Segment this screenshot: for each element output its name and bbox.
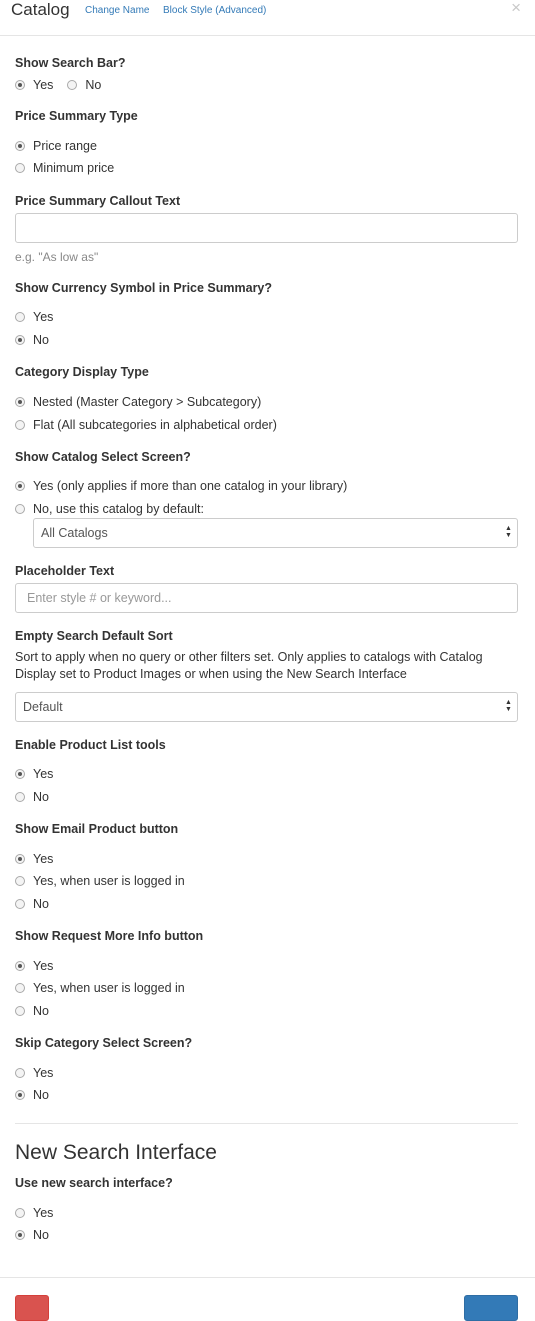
option-label: Flat (All subcategories in alphabetical order) [33, 418, 277, 432]
select-value: All Catalogs [41, 526, 108, 540]
option-label: Minimum price [33, 161, 115, 175]
option-label: Yes (only applies if more than one catalog in your library) [33, 479, 348, 493]
option-label: Yes [33, 78, 54, 92]
radio-email-yes[interactable] [15, 854, 25, 864]
modal-header [0, 0, 535, 36]
option-label: Yes [33, 1066, 54, 1080]
skip-category-yes-option[interactable] [15, 1065, 53, 1081]
product-list-tools-label: Enable Product List tools [15, 738, 166, 752]
option-label: No [85, 78, 102, 92]
select-value: Default [23, 700, 63, 714]
option-label: Yes [33, 852, 54, 866]
option-label: Nested (Master Category > Subcategory) [33, 395, 262, 409]
option-label: No [33, 1004, 49, 1018]
radio-price-range[interactable] [15, 141, 25, 151]
new-search-heading: New Search Interface [15, 1141, 217, 1164]
catalog-select-no-option[interactable] [15, 501, 204, 517]
radio-email-no[interactable] [15, 899, 25, 909]
radio-request-logged-in[interactable] [15, 983, 25, 993]
option-label: Price range [33, 139, 97, 153]
save-button[interactable] [464, 1295, 518, 1321]
email-product-label: Show Email Product button [15, 822, 179, 836]
product-list-yes-option[interactable] [15, 766, 53, 782]
modal-title: Catalog [11, 0, 70, 19]
new-search-yes-option[interactable] [15, 1205, 53, 1221]
email-yes-option[interactable] [15, 851, 53, 867]
radio-skip-yes[interactable] [15, 1068, 25, 1078]
close-icon[interactable]: × [511, 0, 521, 17]
delete-button[interactable] [15, 1295, 49, 1321]
radio-catalog-yes[interactable] [15, 481, 25, 491]
select-arrows-icon: ▲ ▼ [505, 525, 512, 539]
placeholder-text-label: Placeholder Text [15, 564, 115, 578]
skip-category-label: Skip Category Select Screen? [15, 1036, 193, 1050]
skip-category-no-option[interactable] [15, 1087, 49, 1103]
email-no-option[interactable] [15, 896, 49, 912]
radio-product-list-yes[interactable] [15, 769, 25, 779]
option-label: No [33, 790, 49, 804]
block-style-link[interactable]: Block Style (Advanced) [163, 5, 267, 16]
option-label: No [33, 897, 49, 911]
search-bar-no-option[interactable] [67, 77, 101, 93]
search-bar-label: Show Search Bar? [15, 56, 126, 70]
radio-catalog-no[interactable] [15, 504, 25, 514]
change-name-link[interactable]: Change Name [85, 5, 150, 16]
radio-new-search-yes[interactable] [15, 1208, 25, 1218]
radio-currency-no[interactable] [15, 335, 25, 345]
email-logged-in-option[interactable] [15, 873, 185, 889]
radio-minimum-price[interactable] [15, 163, 25, 173]
option-label: Yes [33, 959, 54, 973]
empty-search-sort-select[interactable] [15, 692, 518, 722]
price-callout-label: Price Summary Callout Text [15, 194, 181, 208]
footer-divider [0, 1277, 535, 1278]
catalog-select-label: Show Catalog Select Screen? [15, 450, 191, 464]
minimum-price-option[interactable] [15, 160, 114, 176]
search-bar-radio-group [15, 77, 115, 93]
radio-skip-no[interactable] [15, 1090, 25, 1100]
catalog-select-yes-option[interactable] [15, 478, 347, 494]
option-label: Yes [33, 1206, 54, 1220]
price-callout-input[interactable] [15, 213, 518, 243]
radio-currency-yes[interactable] [15, 312, 25, 322]
radio-new-search-no[interactable] [15, 1230, 25, 1240]
category-flat-option[interactable] [15, 417, 277, 433]
request-info-label: Show Request More Info button [15, 929, 204, 943]
option-label: No, use this catalog by default: [33, 502, 204, 516]
option-label: No [33, 333, 49, 347]
option-label: No [33, 1228, 49, 1242]
price-callout-help: e.g. "As low as" [15, 250, 99, 264]
radio-yes-selected[interactable] [15, 80, 25, 90]
radio-product-list-no[interactable] [15, 792, 25, 802]
option-label: Yes, when user is logged in [33, 874, 185, 888]
currency-yes-option[interactable] [15, 309, 53, 325]
default-catalog-select[interactable] [33, 518, 518, 548]
category-display-label: Category Display Type [15, 365, 149, 379]
currency-symbol-label: Show Currency Symbol in Price Summary? [15, 281, 273, 295]
currency-no-option[interactable] [15, 332, 49, 348]
request-no-option[interactable] [15, 1003, 49, 1019]
radio-request-no[interactable] [15, 1006, 25, 1016]
radio-request-yes[interactable] [15, 961, 25, 971]
radio-no[interactable] [67, 80, 77, 90]
placeholder-text-input[interactable] [15, 583, 518, 613]
price-summary-type-label: Price Summary Type [15, 109, 138, 123]
empty-search-sort-label: Empty Search Default Sort [15, 629, 173, 643]
option-label: Yes [33, 767, 54, 781]
radio-flat[interactable] [15, 420, 25, 430]
radio-email-logged-in[interactable] [15, 876, 25, 886]
request-logged-in-option[interactable] [15, 980, 185, 996]
radio-nested[interactable] [15, 397, 25, 407]
category-nested-option[interactable] [15, 394, 261, 410]
price-range-option[interactable] [15, 138, 97, 154]
option-label: Yes [33, 310, 54, 324]
product-list-no-option[interactable] [15, 789, 49, 805]
search-bar-yes-option[interactable] [15, 77, 53, 93]
new-search-no-option[interactable] [15, 1227, 49, 1243]
option-label: Yes, when user is logged in [33, 981, 185, 995]
new-search-label: Use new search interface? [15, 1176, 173, 1190]
empty-search-sort-description: Sort to apply when no query or other filters set. Only applies to catalogs with Catalog Display set to Product Images or when using the New Search Interface [15, 650, 483, 681]
option-label: No [33, 1088, 49, 1102]
section-divider [15, 1123, 518, 1124]
select-arrows-icon: ▲ ▼ [505, 699, 512, 713]
request-yes-option[interactable] [15, 958, 53, 974]
